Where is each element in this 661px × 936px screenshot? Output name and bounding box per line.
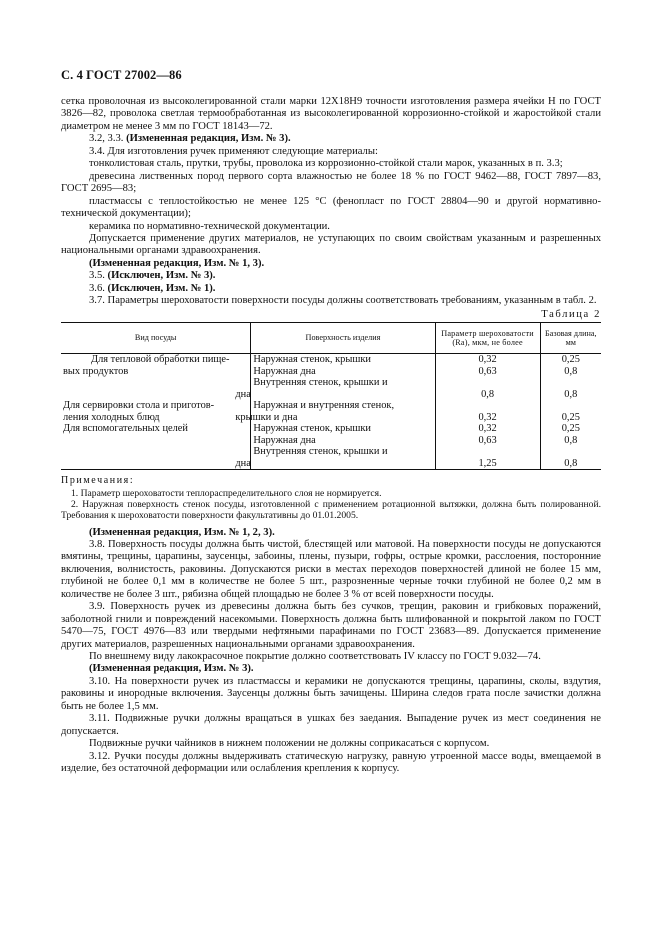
paragraph-bold-note: (Измененная редакция, Изм. № 1, 3).	[89, 257, 265, 269]
roughness-table	[61, 322, 601, 470]
paragraph	[61, 601, 601, 651]
param-cell: 0,8	[481, 388, 495, 400]
page-header: С. 4 ГОСТ 27002—86	[61, 68, 182, 82]
base-cell: 0,25	[561, 411, 580, 423]
paragraph-text: сетка проволочная из высоколегированной стали марки 12Х18Н9 точности изготовления размера ячейки Н по ГОСТ 3826—82, проволока светлая термообработанная из высоколегированной коррозионно-стойкой и жаростойкой стали диаметром не менее 3 мм по ГОСТ 18143—72.	[61, 96, 601, 132]
paragraph-text: 3.8. Поверхность посуды должна быть чистой, блестящей или матовой. На поверхности посуды не допускаются вмятины, трещины, царапины, заусенцы, забоины, плены, пузыри, гофры, острые кромки, расслоения, посторонние включения, волнистость, раковины. Допускаются риски в местах переходов поверхностей длиной не более 15 мм, глубиной не более 0,1 мм в количестве не более 5 шт., разрозненные черные точки глубиной не более 0,2 мм в количестве не более 3 шт., рябизна общей площадью не более 3 % от всей поверхности посуды.	[61, 538, 601, 600]
paragraph-text: 3.5.	[89, 270, 108, 282]
kind-cell	[63, 389, 248, 401]
paragraph	[61, 738, 601, 750]
paragraph	[61, 233, 601, 258]
kind-cell	[63, 435, 248, 447]
param-cell	[438, 400, 538, 412]
kind-cell: Для тепловой обработки пище-	[91, 354, 230, 366]
paragraphs-after	[61, 527, 601, 776]
paragraph	[61, 171, 601, 196]
note-1: 1. Параметр шероховатости теплораспределительного слоя не нормируется.	[71, 487, 382, 499]
paragraph	[61, 295, 601, 307]
table-header-row	[61, 323, 601, 354]
paragraph	[61, 663, 601, 675]
kind-column	[61, 354, 251, 470]
surface-cell: Наружная дна	[253, 365, 316, 377]
paragraph-bold-note: (Исключен, Изм. № 3).	[107, 270, 216, 282]
page-body	[61, 96, 601, 776]
base-cell: 0,25	[561, 354, 580, 366]
surface-column	[235, 354, 435, 470]
paragraph	[61, 221, 601, 233]
paragraph	[61, 676, 601, 713]
kind-cell: Для вспомогательных целей	[63, 423, 188, 435]
paragraph	[61, 146, 601, 158]
paragraph	[61, 751, 601, 776]
paragraph-text: древесина лиственных пород первого сорта влажностью не более 18 % по ГОСТ 9462—88, ГОСТ 7897—83, ГОСТ 2695—83;	[61, 170, 601, 195]
paragraph-text: 3.12. Ручки посуды должны выдерживать статическую нагрузку, равную утроенной массе воды, вмещаемой в изделие, без остаточной деформации или ослабления крепления к корпусу.	[61, 750, 601, 775]
param-cell: 1,25	[478, 457, 497, 469]
notes-heading: Примечания:	[61, 475, 135, 487]
paragraph-text: 3.9. Поверхность ручек из древесины должна быть без сучков, трещин, раковин и грибковых поражений, заболотной гнили и повреждений насекомыми. Поверхность должна быть шлифованной и покрытой лаком по ГОСТ 5470—75, ГОСТ 4976—83 или твердыми нефтяными парафинами по ГОСТ 23683—89. Допускается применение других материалов, разрешенных национальными органами здравоохранения.	[61, 601, 601, 650]
surface-cell: Внутренняя стенок, крышки и	[253, 377, 388, 389]
paragraph-text: тонколистовая сталь, прутки, трубы, проволока из коррозионно-стойкой стали марок, указанных в п. 3.3;	[89, 158, 563, 170]
surface-cell: крышки и дна	[235, 411, 298, 423]
base-cell: 0,8	[564, 365, 578, 377]
param-cell: 0,32	[478, 354, 497, 366]
paragraph-text: 3.4. Для изготовления ручек применяют следующие материалы:	[89, 145, 378, 157]
paragraph-text: 3.7. Параметры шероховатости поверхности посуды должны соответствовать требованиям, указанным в табл. 2.	[89, 295, 597, 307]
paragraph	[61, 527, 601, 539]
surface-cell: Наружная стенок, крышки	[253, 354, 371, 366]
paragraph-text: 3.2, 3.3.	[89, 133, 127, 145]
base-cell	[543, 377, 599, 389]
param-cell	[438, 446, 538, 458]
paragraph	[61, 158, 601, 170]
table-body-row	[61, 354, 601, 470]
base-column	[540, 354, 601, 470]
kind-cell: Для сервировки стола и приготов-	[63, 400, 215, 412]
param-cell: 0,63	[478, 365, 497, 377]
paragraph-bold-note: (Измененная редакция, Изм. № 3).	[126, 133, 291, 145]
paragraph-text: пластмассы с теплостойкостью не менее 125 °С (фенопласт по ГОСТ 28804—90 и другой нормативно-технической документации);	[61, 195, 601, 220]
paragraph-bold-note: (Исключен, Изм. № 1).	[107, 282, 216, 294]
table-caption: Таблица 2	[541, 308, 601, 320]
paragraph-text: Подвижные ручки чайников в нижнем положении не должны соприкасаться с корпусом.	[89, 738, 490, 750]
paragraph	[61, 651, 601, 663]
base-cell	[543, 400, 599, 412]
col-base-header: Базовая длина, мм	[540, 323, 601, 354]
kind-cell	[63, 458, 248, 470]
paragraph-text: 3.6.	[89, 282, 108, 294]
base-cell: 0,25	[561, 423, 580, 435]
paragraph	[61, 283, 601, 295]
paragraphs-before	[61, 96, 601, 308]
kind-cell	[63, 446, 248, 458]
paragraph-text: керамика по нормативно-технической документации.	[89, 220, 330, 232]
col-kind-header: Вид посуды	[61, 323, 251, 354]
paragraph-bold-note: (Измененная редакция, Изм. № 1, 2, 3).	[89, 526, 275, 538]
param-cell	[438, 377, 538, 389]
col-surface-header: Поверхность изделия	[251, 323, 435, 354]
paragraph-text: По внешнему виду лакокрасочное покрытие должно соответствовать IV классу по ГОСТ 9.032—74.	[89, 651, 541, 663]
surface-cell: Внутренняя стенок, крышки и	[253, 446, 388, 458]
paragraph-text: 3.11. Подвижные ручки должны вращаться в ушках без заедания. Выпадение ручек из мест соединения не допускается.	[61, 713, 601, 737]
paragraph	[61, 196, 601, 221]
paragraph-text: Допускается применение других материалов, не уступающих по своим свойствам указанным и разрешенных национальными органами здравоохранения.	[61, 232, 601, 257]
param-cell: 0,63	[478, 434, 497, 446]
base-cell: 0,8	[564, 434, 578, 446]
param-cell: 0,32	[478, 423, 497, 435]
kind-cell: ления холодных блюд	[63, 411, 160, 423]
col-param-header: Параметр шероховатости (Ra), мкм, не более	[435, 323, 540, 354]
paragraph	[61, 96, 601, 133]
paragraph	[61, 258, 601, 270]
paragraph	[61, 539, 601, 601]
kind-cell: вых продуктов	[63, 365, 129, 377]
surface-cell: Наружная и внутренняя стенок,	[253, 400, 395, 412]
param-column	[435, 354, 540, 470]
kind-cell	[63, 377, 248, 389]
paragraph	[61, 270, 601, 282]
paragraph	[61, 133, 601, 145]
surface-cell: дна	[235, 388, 251, 400]
surface-cell: Наружная дна	[253, 434, 316, 446]
base-cell: 0,8	[564, 388, 578, 400]
param-cell: 0,32	[478, 411, 497, 423]
surface-cell: дна	[235, 457, 251, 469]
paragraph-text: 3.10. На поверхности ручек из пластмассы и керамики не допускаются трещины, царапины, сколы, вздутия, раковины и инородные включения. Заусенцы должны быть зачищены. Ширина следов грата после зачистки должна быть не более 1,5 мм.	[61, 675, 601, 712]
note-2: 2. Наружная поверхность стенок посуды, изготовленной с применением ротационной вытяжки, должна быть полированной. Требования к шероховатости поверхности факультативны до 01.01.2005.	[61, 498, 601, 522]
surface-cell: Наружная стенок, крышки	[253, 423, 371, 435]
paragraph-bold-note: (Измененная редакция, Изм. № 3).	[89, 663, 254, 675]
paragraph	[61, 713, 601, 738]
base-cell: 0,8	[564, 457, 578, 469]
base-cell	[543, 446, 599, 458]
